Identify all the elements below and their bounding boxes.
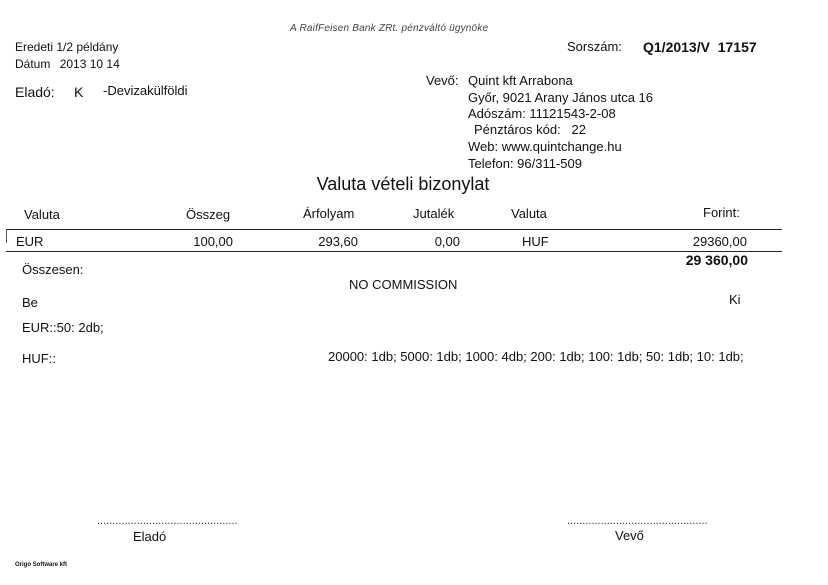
denominations-out-label: HUF:: [22,351,56,366]
buyer-signature-line: .............................................. [567,515,708,527]
buyer-tax-id: Adószám: 11121543-2-08 [468,106,616,121]
out-label: Ki [729,292,741,307]
header-rate: Árfolyam [303,206,355,221]
header-commission: Jutalék [413,206,455,221]
date-row [15,57,120,71]
row-commission: 0,00 [434,234,460,249]
buyer-signature-label: Vevő [615,528,644,543]
no-commission-note: NO COMMISSION [349,277,458,292]
buyer-phone: Telefon: 96/311-509 [468,156,582,171]
row-target-currency: HUF [522,234,549,249]
total-label: Összesen: [22,262,84,277]
header-target-currency: Valuta [511,206,547,221]
buyer-address: Győr, 9021 Arany János utca 16 [468,90,654,105]
seller-signature-label: Eladó [133,529,167,544]
header-forint: Forint: [703,205,740,220]
in-label: Be [22,295,38,310]
seller-code: K [74,84,84,100]
table-top-rule [6,229,782,230]
row-forint: 29360,00 [692,234,747,249]
date-value: 2013 10 14 [59,57,120,71]
header-amount: Összeg [186,207,231,222]
serial-value: Q1/2013/V 17157 [643,39,757,55]
seller-label: Eladó: [15,84,55,100]
denominations-out: 20000: 1db; 5000: 1db; 1000: 4db; 200: 1db; 100: 1db; 50: 1db; 10: 1db; [328,349,744,364]
document-title: Valuta vételi bizonylat [316,174,490,194]
serial-label: Sorszám: [567,39,622,54]
buyer-cashier-code: Pénztáros kód: 22 [474,122,587,137]
row-rate: 293,60 [318,234,358,249]
header-currency: Valuta [24,207,60,222]
table-left-edge [6,229,7,243]
software-credit: Origo Software kft [15,562,68,568]
copy-label: Eredeti 1/2 példány [15,40,119,54]
seller-signature-line: .............................................. [97,515,238,527]
issuing-agent-line: A RaifFeisen Bank ZRt. pénzváltó ügynöke [290,23,489,34]
row-amount: 100,00 [193,234,233,249]
denominations-in: EUR::50: 2db; [22,320,104,335]
date-label: Dátum [15,57,51,71]
buyer-name: Quint kft Arrabona [468,73,573,88]
buyer-label: Vevő: [426,73,459,88]
seller-type: -Devizakülföldi [103,83,188,98]
total-value: 29 360,00 [685,252,748,268]
buyer-web: Web: www.quintchange.hu [468,139,622,154]
row-currency: EUR [16,234,44,249]
